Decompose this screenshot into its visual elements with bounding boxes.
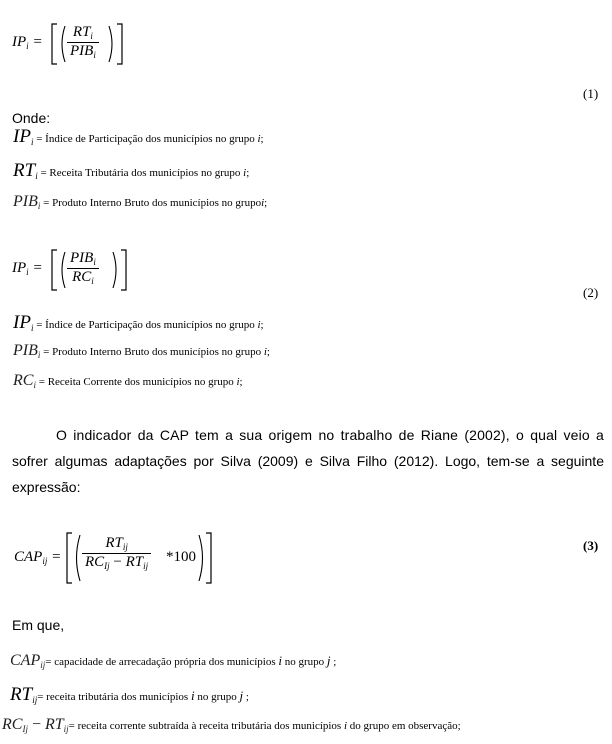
paragraph-line-1: O indicador da CAP tem a sua origem no trabalho de Riane (2002), o qual veio a — [56, 427, 604, 443]
eq3-lhs: $CAP_{ij}$ = — [14, 549, 62, 566]
def1-ip: $IP_i$ = Índice de Participação dos municípios no grupo i; — [13, 126, 264, 147]
def1-pib: $PIB_i$ = Produto Interno Bruto dos municípios no grupoi; — [13, 193, 268, 211]
paragraph-line-2: sofrer algumas adaptações por Silva (2009) e Silva Filho (2012). Logo, tem-se a seguinte — [12, 453, 604, 469]
eq1-fraction: $RT_i$ $PIB_i$ — [67, 24, 99, 60]
def3-rt: $RT_{ij}=$ receita tributária dos municípios i no grupo j ; — [10, 684, 249, 705]
equation-2-number: (2) — [583, 285, 599, 300]
def3-cap: $CAP_{ij}=$ capacidade de arrecadação própria dos municípios i no grupo j ; — [10, 652, 337, 670]
em-que-label: Em que, — [12, 617, 65, 633]
eq2-lhs: $IP_i$ = — [12, 260, 43, 277]
eq2-fraction: $PIB_i$ $RC_i$ — [67, 250, 99, 286]
def2-rc: $RC_i$ = Receita Corrente dos municípios no grupo i; — [13, 372, 243, 390]
onde-label: Onde: — [12, 110, 51, 126]
eq3-times-100: *100 — [166, 549, 196, 565]
def1-rt: $RT_i$ = Receita Tributária dos municípios no grupo i; — [13, 160, 250, 181]
equation-1-number: (1) — [583, 86, 599, 101]
equation-3-number: (3) — [583, 538, 599, 553]
def3-rc-rt: $RC_{Ij} - RT_{ij}=$ receita corrente subtraída à receita tributária dos municípios i do grupo em observação; — [2, 716, 461, 734]
def2-pib: $PIB_i$ = Produto Interno Bruto dos municípios no grupo i; — [13, 342, 270, 360]
def2-ip: $IP_i$ = Índice de Participação dos municípios no grupo i; — [13, 312, 264, 333]
eq1-lhs: $IP_i$ = — [12, 34, 43, 51]
paragraph-line-3: expressão: — [12, 479, 81, 495]
eq3-fraction: $RT_{ij}$ $RC_{Ij} - RT_{ij}$ — [82, 535, 151, 571]
body-paragraph — [12, 422, 604, 500]
